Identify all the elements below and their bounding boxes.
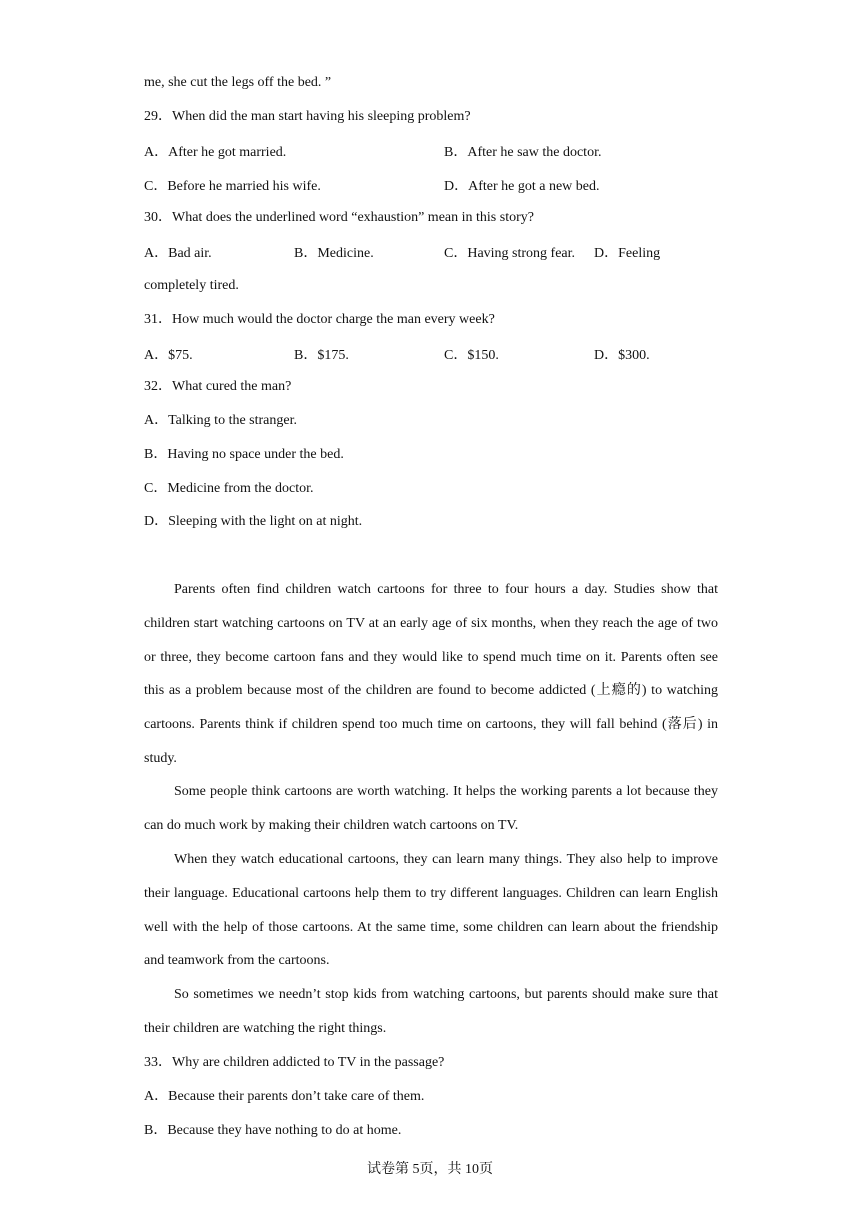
question-33-stem: 33．Why are children addicted to TV in the passage? (144, 1055, 445, 1070)
question-31-option-b: B．$175. (294, 348, 349, 363)
question-33-option-b: B．Because they have nothing to do at home. (144, 1123, 402, 1138)
question-30-option-d: D．Feeling (594, 246, 661, 261)
question-30-stem: 30．What does the underlined word “exhaustion” mean in this story? (144, 210, 534, 225)
question-30-option-b: B．Medicine. (294, 246, 374, 261)
question-29-option-a: A．After he got married. (144, 145, 287, 160)
question-30-option-a: A．Bad air. (144, 246, 212, 261)
passage-paragraph: Parents often find children watch cartoons for three to four hours a day. Studies show that children start watching cartoons on TV at an early age of six months, when they reach the age of two or three, they become cartoon fans and they would like to spend much time on it. Parents often see this as a problem because most of the children are found to become addicted (上瘾的) to watching cartoons. Parents think if children spend too much time on cartoons, they will fall behind (落后) in study. (144, 582, 718, 766)
question-32-option-d: D．Sleeping with the light on at night. (144, 514, 363, 529)
page-footer: 试卷第 5页，共 10页 (367, 1162, 493, 1177)
question-31-option-c: C．$150. (444, 348, 499, 363)
question-31-stem: 31．How much would the doctor charge the man every week? (144, 312, 495, 327)
question-31-option-d: D．$300. (594, 348, 650, 363)
question-32-option-c: C．Medicine from the doctor. (144, 481, 314, 496)
passage-paragraph: When they watch educational cartoons, they can learn many things. They also help to improve their language. Educational cartoons help them to try different languages. Children can learn English well with the help of those cartoons. At the same time, some children can learn about the friendship and teamwork from the cartoons. (144, 852, 718, 969)
passage-paragraph: Some people think cartoons are worth watching. It helps the working parents a lot because they can do much work by making their children watch cartoons on TV. (144, 784, 718, 833)
question-32-stem: 32．What cured the man? (144, 379, 292, 394)
question-29-option-c: C．Before he married his wife. (144, 179, 321, 194)
question-29-option-b: B．After he saw the doctor. (444, 145, 602, 160)
previous-passage-tail: me, she cut the legs off the bed. ” (144, 75, 332, 90)
question-30-option-d-continued: completely tired. (144, 278, 239, 293)
question-29-option-d: D．After he got a new bed. (444, 179, 600, 194)
question-32-option-a: A．Talking to the stranger. (144, 413, 297, 428)
question-31-option-a: A．$75. (144, 348, 193, 363)
question-33-option-a: A．Because their parents don’t take care of them. (144, 1089, 425, 1104)
question-30-option-c: C．Having strong fear. (444, 246, 576, 261)
passage-paragraph: So sometimes we needn’t stop kids from watching cartoons, but parents should make sure that their children are watching the right things. (144, 987, 718, 1036)
question-32-option-b: B．Having no space under the bed. (144, 447, 344, 462)
question-29-stem: 29．When did the man start having his sleeping problem? (144, 109, 471, 124)
